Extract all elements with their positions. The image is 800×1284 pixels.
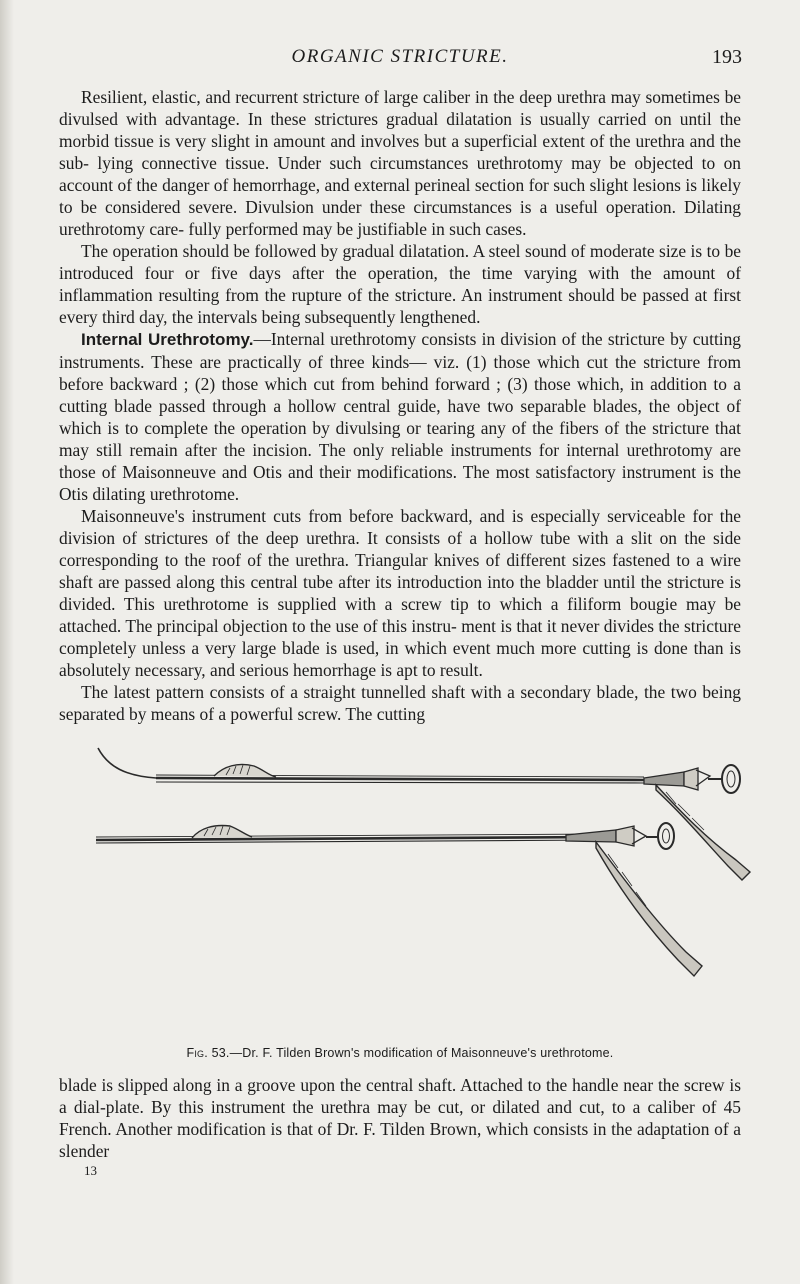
paragraph-after-treatment: The operation should be followed by gradual dilatation. A steel sound of moderate size is to be introduced four or five days after the operation, the time varying with the amount of inflammation resulting from the rupture of the stricture. An instrument should be passed at first every third day, the intervals being subsequently lengthened. (59, 241, 741, 327)
figure-caption-text: —Dr. F. Tilden Brown's modification of Maisonneuve's urethrotome. (229, 1046, 614, 1060)
upper-urethrotome (98, 748, 750, 880)
paragraph-internal-urethrotomy (59, 328, 741, 505)
continuation-text (59, 1074, 741, 1162)
signature-mark: 13 (84, 1163, 97, 1178)
section-text: —Internal urethrotomy consists in division of the stricture by cutting instruments. These are practically of three kinds— viz. (1) those which cut the stricture from before backward ; (2) those which cut from behind forward ; (3) those which, in addition to a cutting blade passed through a hollow central guide, have two separable blades, the object of which is to complete the operation by divulsing or tearing any of the fibers of the stricture that may still remain after the incision. The only reliable instruments for internal urethrotomy are those of Maisonneuve and Otis and their modifications. The most satisfactory instrument is the Otis dilating urethrotome. (59, 329, 741, 504)
page-number: 193 (712, 46, 742, 68)
running-title: ORGANIC STRICTURE. (291, 46, 509, 67)
figure-urethrotome (96, 742, 766, 1042)
urethrotome-illustration (96, 742, 766, 1042)
running-head (60, 46, 740, 72)
lower-urethrotome (96, 823, 702, 976)
paragraph-continuation: blade is slipped along in a groove upon the central shaft. Attached to the handle near the screw is a dial-plate. By this instrument the urethra may be cut, or dilated and cut, to a caliber of 45 French. Another modification is that of Dr. F. Tilden Brown, which consists in the adaptation of a slender (59, 1075, 741, 1161)
paragraph-latest-pattern: The latest pattern consists of a straight tunnelled shaft with a secondary blade, the two being separated by means of a powerful screw. The cutting (59, 682, 741, 724)
section-heading: Internal Urethrotomy. (81, 330, 254, 349)
body-text (59, 86, 741, 725)
paragraph-divulsion: Resilient, elastic, and recurrent stricture of large caliber in the deep urethra may sometimes be divulsed with advantage. In these strictures gradual dilatation is usually carried on until the morbid tissue is very slight in amount and involves but a superficial extent of the urethra and the sub- lying connective tissue. Under such circumstances urethrotomy may be objected to on account of the danger of hemorrhage, and external perineal section for such slight lesions is likely to be considered severe. Divulsion under these circumstances is a useful operation. Dilating urethrotomy care- fully performed may be justifiable in such cases. (59, 87, 741, 239)
figure-caption (60, 1046, 740, 1060)
figure-number: Fig. 53. (186, 1046, 230, 1060)
paragraph-maisonneuve: Maisonneuve's instrument cuts from before backward, and is especially serviceable for the division of strictures of the deep urethra. It consists of a hollow tube with a slit on the side corresponding to the roof of the urethra. Triangular knives of different sizes fastened to a wire shaft are passed along this central tube after its introduction into the bladder until the stricture is divided. This urethrotome is supplied with a screw tip to which a filiform bougie may be attached. The principal objection to the use of this instru- ment is that it never divides the stricture completely unless a very large blade is used, in which event much more cutting is done than is absolutely necessary, and serious hemorrhage is apt to result. (59, 506, 741, 680)
page-gutter-shadow (0, 0, 14, 1284)
